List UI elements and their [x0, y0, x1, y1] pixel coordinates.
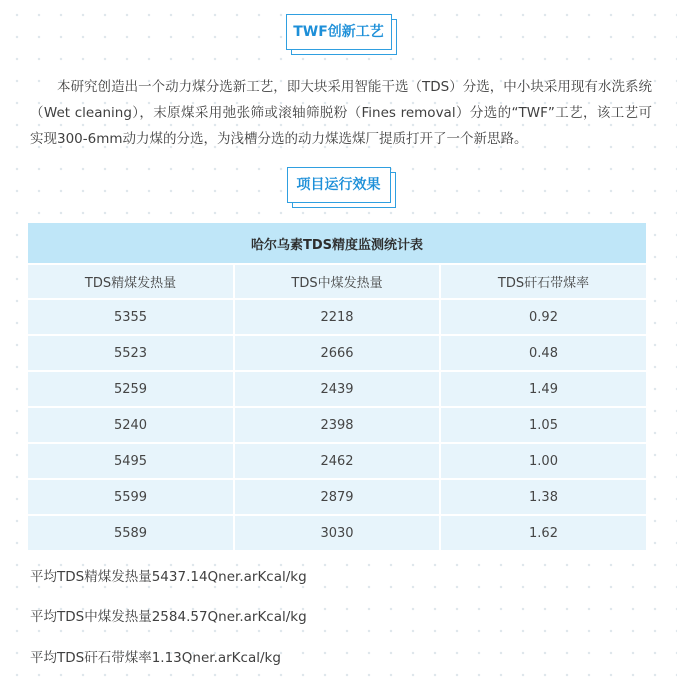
table-cell: 3030 — [234, 515, 440, 551]
table-cell: 1.05 — [440, 407, 646, 443]
table-cell: 1.49 — [440, 371, 646, 407]
average-middling-calorific: 平均TDS中煤发热量2584.57Qner.arKcal/kg — [30, 609, 307, 625]
table-cell: 5240 — [28, 407, 234, 443]
column-header: TDS矸石带煤率 — [440, 264, 646, 299]
table-cell: 5599 — [28, 479, 234, 515]
table-row — [28, 335, 646, 371]
table-cell: 5355 — [28, 299, 234, 335]
section-tag-innovation — [286, 14, 392, 50]
table-row — [28, 479, 646, 515]
average-clean-coal-calorific: 平均TDS精煤发热量5437.14Qner.arKcal/kg — [30, 569, 307, 585]
table-row — [28, 443, 646, 479]
table-cell: 2398 — [234, 407, 440, 443]
table-row — [28, 371, 646, 407]
column-header: TDS精煤发热量 — [28, 264, 234, 299]
table-cell: 5259 — [28, 371, 234, 407]
table-cell: 2439 — [234, 371, 440, 407]
table-row — [28, 407, 646, 443]
tds-statistics-table — [28, 223, 646, 552]
table-cell: 0.92 — [440, 299, 646, 335]
table-cell: 1.62 — [440, 515, 646, 551]
table-cell: 1.00 — [440, 443, 646, 479]
column-header: TDS中煤发热量 — [234, 264, 440, 299]
table-cell: 5495 — [28, 443, 234, 479]
table-row — [28, 299, 646, 335]
average-gangue-coal-rate: 平均TDS矸石带煤率1.13Qner.arKcal/kg — [30, 650, 281, 666]
table-cell: 5523 — [28, 335, 234, 371]
table-cell: 2218 — [234, 299, 440, 335]
table-cell: 5589 — [28, 515, 234, 551]
section-tag-results — [287, 167, 391, 203]
intro-paragraph: 本研究创造出一个动力煤分选新工艺，即大块采用智能干选（TDS）分选，中小块采用现有水洗系统（Wet cleaning），末原煤采用弛张筛或滚轴筛脱粉（Fines removal）分选的“TWF”工艺，该工艺可实现300-6mm动力煤的分选，为浅槽分选的动力煤选煤厂提质打开了一个新思路。 — [30, 79, 652, 147]
table-cell: 2666 — [234, 335, 440, 371]
table-title: 哈尔乌素TDS精度监测统计表 — [28, 223, 646, 264]
section-title-results: 项目运行效果 — [287, 167, 391, 203]
table-cell: 2462 — [234, 443, 440, 479]
table-cell: 2879 — [234, 479, 440, 515]
section-title-innovation: TWF创新工艺 — [286, 14, 392, 50]
table-cell: 0.48 — [440, 335, 646, 371]
table-header-row — [28, 264, 646, 299]
table-cell: 1.38 — [440, 479, 646, 515]
table-row — [28, 515, 646, 551]
